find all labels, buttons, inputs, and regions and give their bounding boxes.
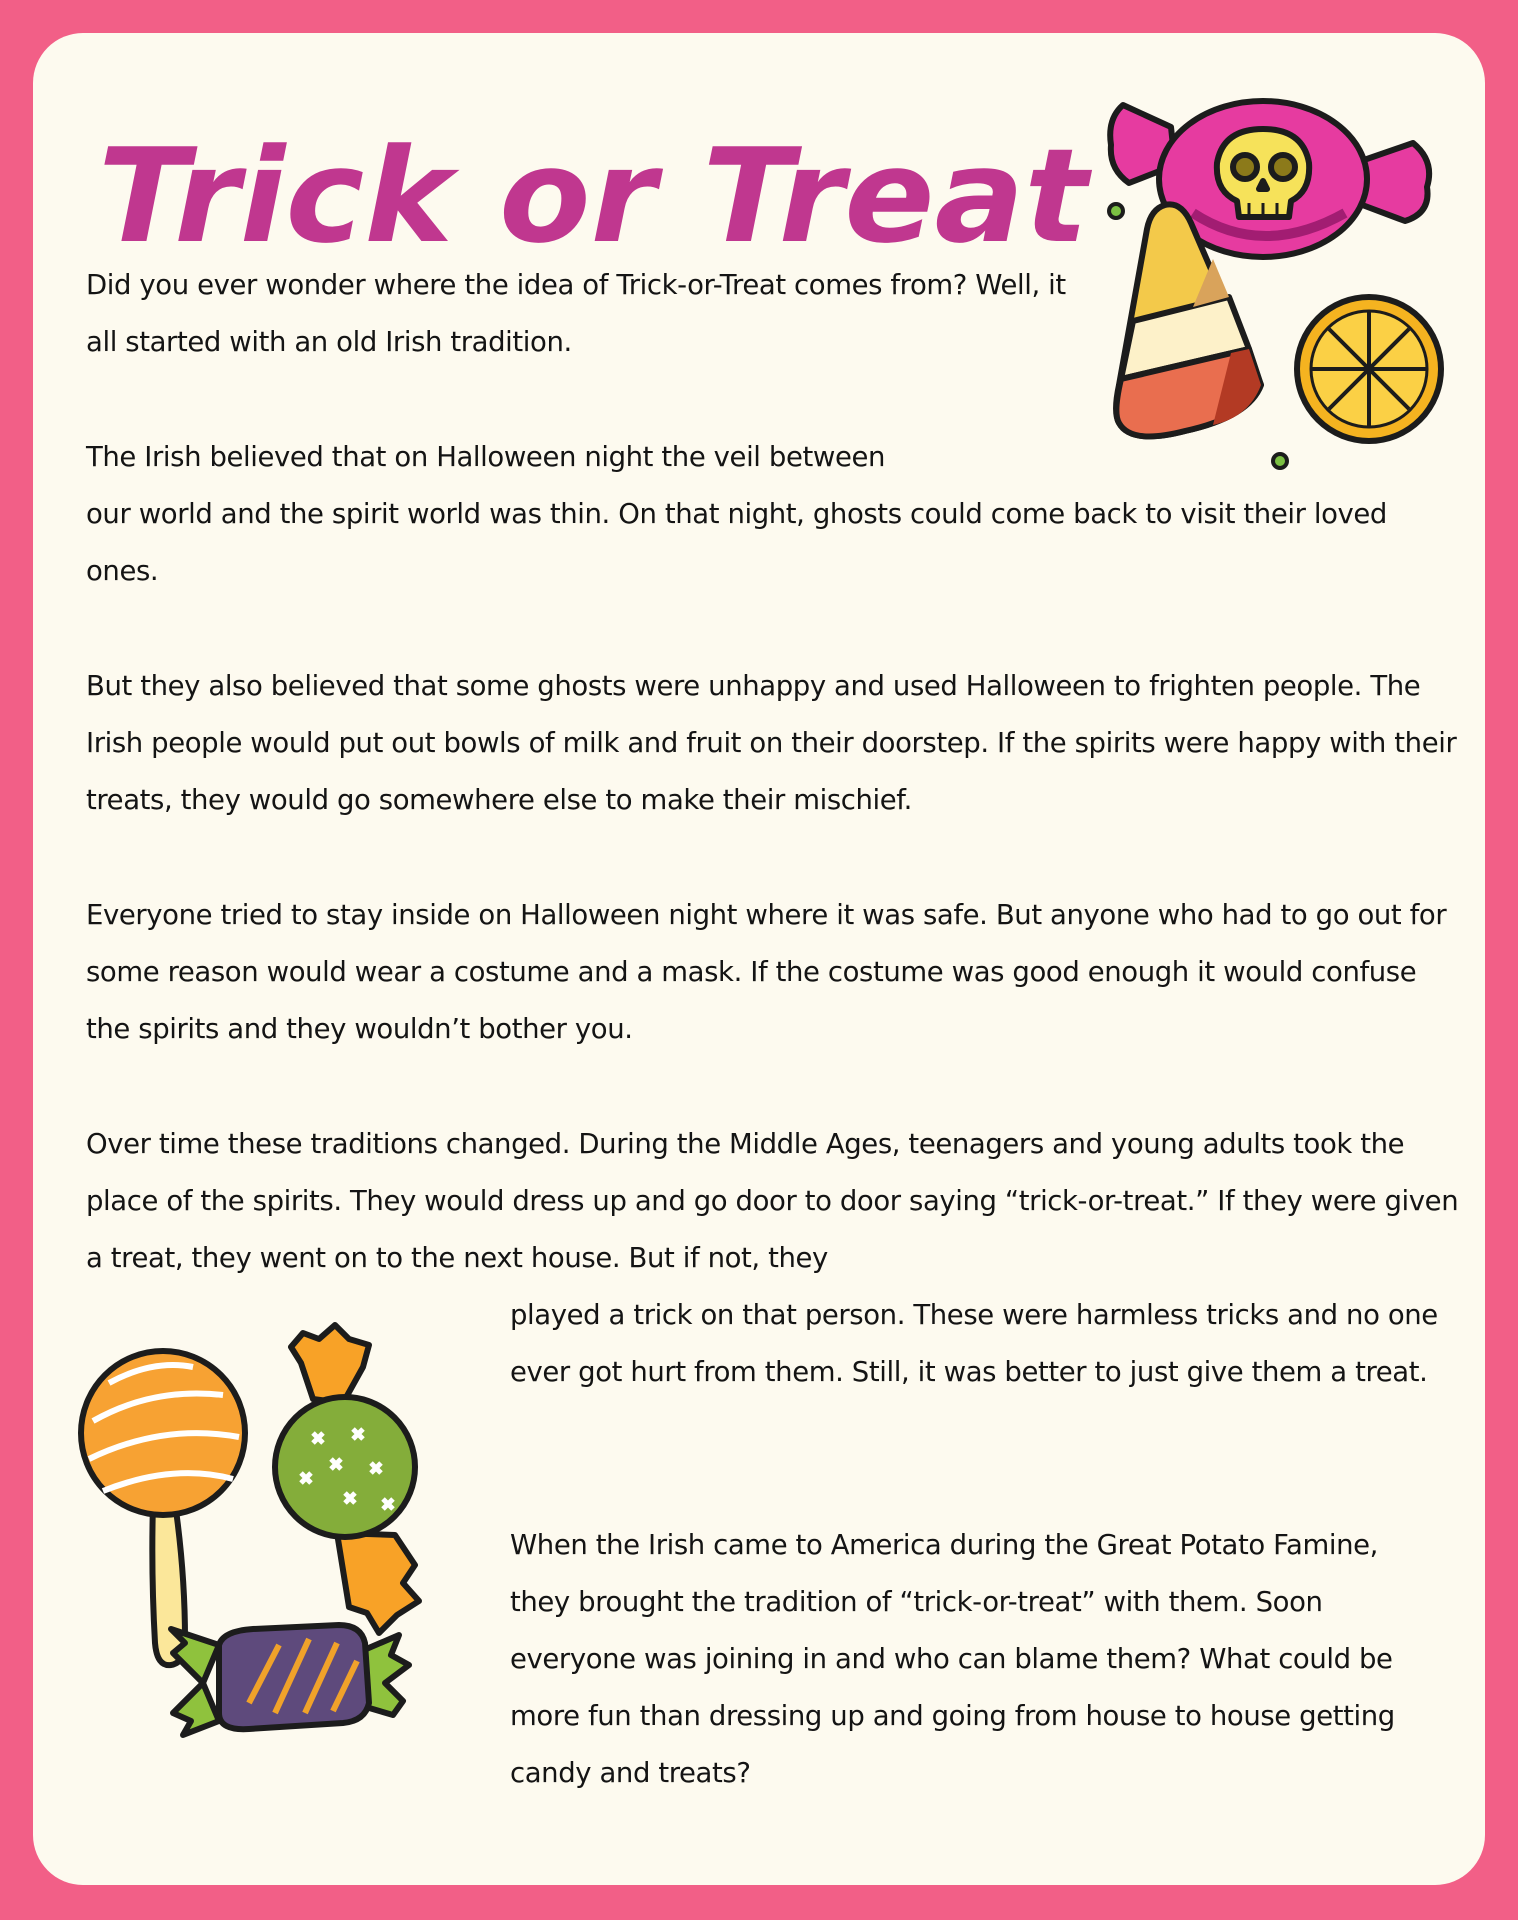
paragraph-2-first-line: The Irish believed that on Halloween night the veil between (86, 441, 886, 473)
candy-cluster-bottom (53, 1303, 473, 1743)
purple-wrapped-candy-icon (171, 1625, 409, 1735)
paragraph-4: Everyone tried to stay inside on Halloween night where it was safe. But anyone who had to go out for some reason would wear a costume and a mask. If the costume was good enough it would confuse the spirits and they wouldn’t bother you. (86, 899, 1447, 1045)
green-wrapped-candy-icon (275, 1325, 419, 1633)
paragraph-2 (86, 429, 1446, 600)
green-dot-icon (1109, 204, 1123, 218)
paragraph-6: played a trick on that person. These were harmless tricks and no one ever got hurt from them. Still, it was better to just give them a treat. (510, 1299, 1438, 1388)
paragraph-1: Did you ever wonder where the idea of Trick-or-Treat comes from? Well, it all started with an old Irish tradition. (86, 269, 1066, 358)
paragraph-3: But they also believed that some ghosts were unhappy and used Halloween to frighten people. The Irish people would put out bowls of milk and fruit on their doorstep. If the spirits were happy with their treats, they would go somewhere else to make their mischief. (86, 670, 1457, 816)
paragraph-2-rest: our world and the spirit world was thin. On that night, ghosts could come back to visit their loved ones. (86, 498, 1387, 587)
page-title-text: Trick or Treat (98, 120, 1093, 272)
worksheet-card (33, 33, 1485, 1885)
candy-cluster-top (1063, 53, 1483, 473)
lollipop-icon (81, 1351, 245, 1665)
paragraph-7: When the Irish came to America during the Great Potato Famine, they brought the tradition of “trick-or-treat” with them. Soon everyone was joining in and who can blame them? What could be more fun than dressing up and going from house to house getting candy and treats? (510, 1529, 1395, 1789)
orange-slice-candy-icon (1297, 297, 1441, 441)
paragraph-5: Over time these traditions changed. During the Middle Ages, teenagers and young adults took the place of the spirits. They would dress up and go door to door saying “trick-or-treat.” If they were given a treat, they went on to the next house. But if not, they (86, 1128, 1459, 1274)
